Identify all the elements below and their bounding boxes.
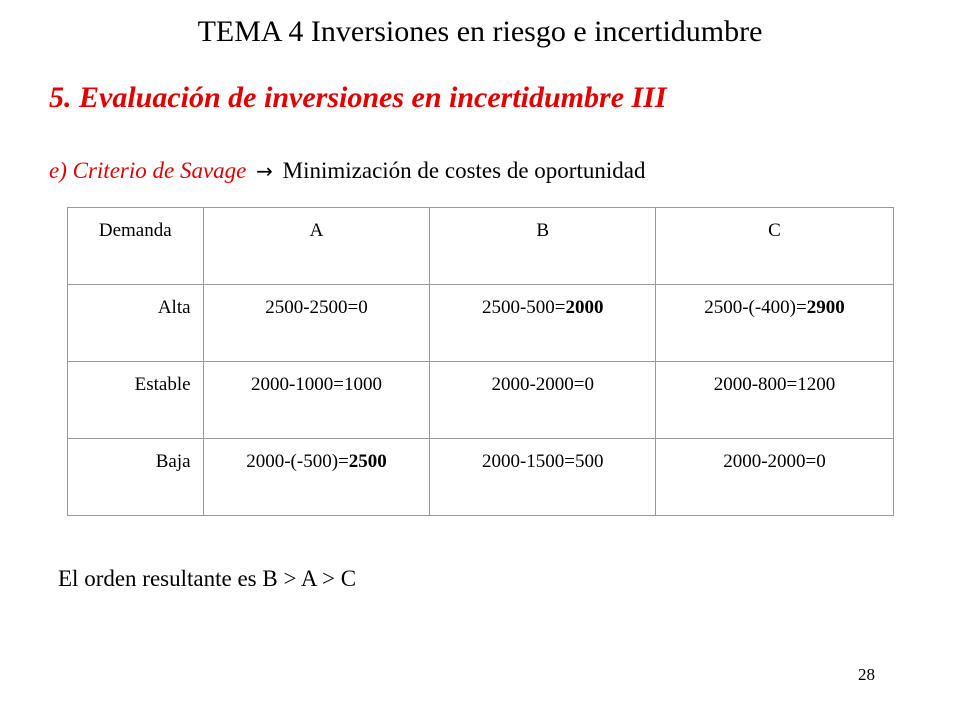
table-cell: 2500-500=2000 xyxy=(430,285,655,362)
criterion-description: Minimización de costes de oportunidad xyxy=(282,158,646,183)
header-c: C xyxy=(655,208,893,285)
header-b: B xyxy=(430,208,655,285)
section-subtitle: 5. Evaluación de inversiones en incertidumbre III xyxy=(49,81,667,114)
row-label-baja: Baja xyxy=(68,439,204,516)
table-cell: 2500-2500=0 xyxy=(203,285,430,362)
slide-title: TEMA 4 Inversiones en riesgo e incertidumbre xyxy=(197,15,763,48)
table-row xyxy=(68,439,894,516)
criterion-name: e) Criterio de Savage xyxy=(49,158,247,183)
table-row xyxy=(68,362,894,439)
row-label-alta: Alta xyxy=(68,285,204,362)
table-row xyxy=(68,285,894,362)
header-demanda: Demanda xyxy=(68,208,204,285)
page-number: 28 xyxy=(858,665,875,684)
row-label-estable: Estable xyxy=(68,362,204,439)
arrow-right-icon: → xyxy=(256,159,273,183)
table-cell: 2000-1000=1000 xyxy=(203,362,430,439)
table-cell: 2000-(-500)=2500 xyxy=(203,439,430,516)
table-cell: 2500-(-400)=2900 xyxy=(655,285,893,362)
table-cell: 2000-1500=500 xyxy=(430,439,655,516)
criterion-line xyxy=(49,156,645,186)
savage-regret-table xyxy=(67,207,894,516)
conclusion-text: El orden resultante es B > A > C xyxy=(58,566,357,591)
table-cell: 2000-2000=0 xyxy=(430,362,655,439)
table-header-row xyxy=(68,208,894,285)
header-a: A xyxy=(203,208,430,285)
table-cell: 2000-800=1200 xyxy=(655,362,893,439)
table-cell: 2000-2000=0 xyxy=(655,439,893,516)
